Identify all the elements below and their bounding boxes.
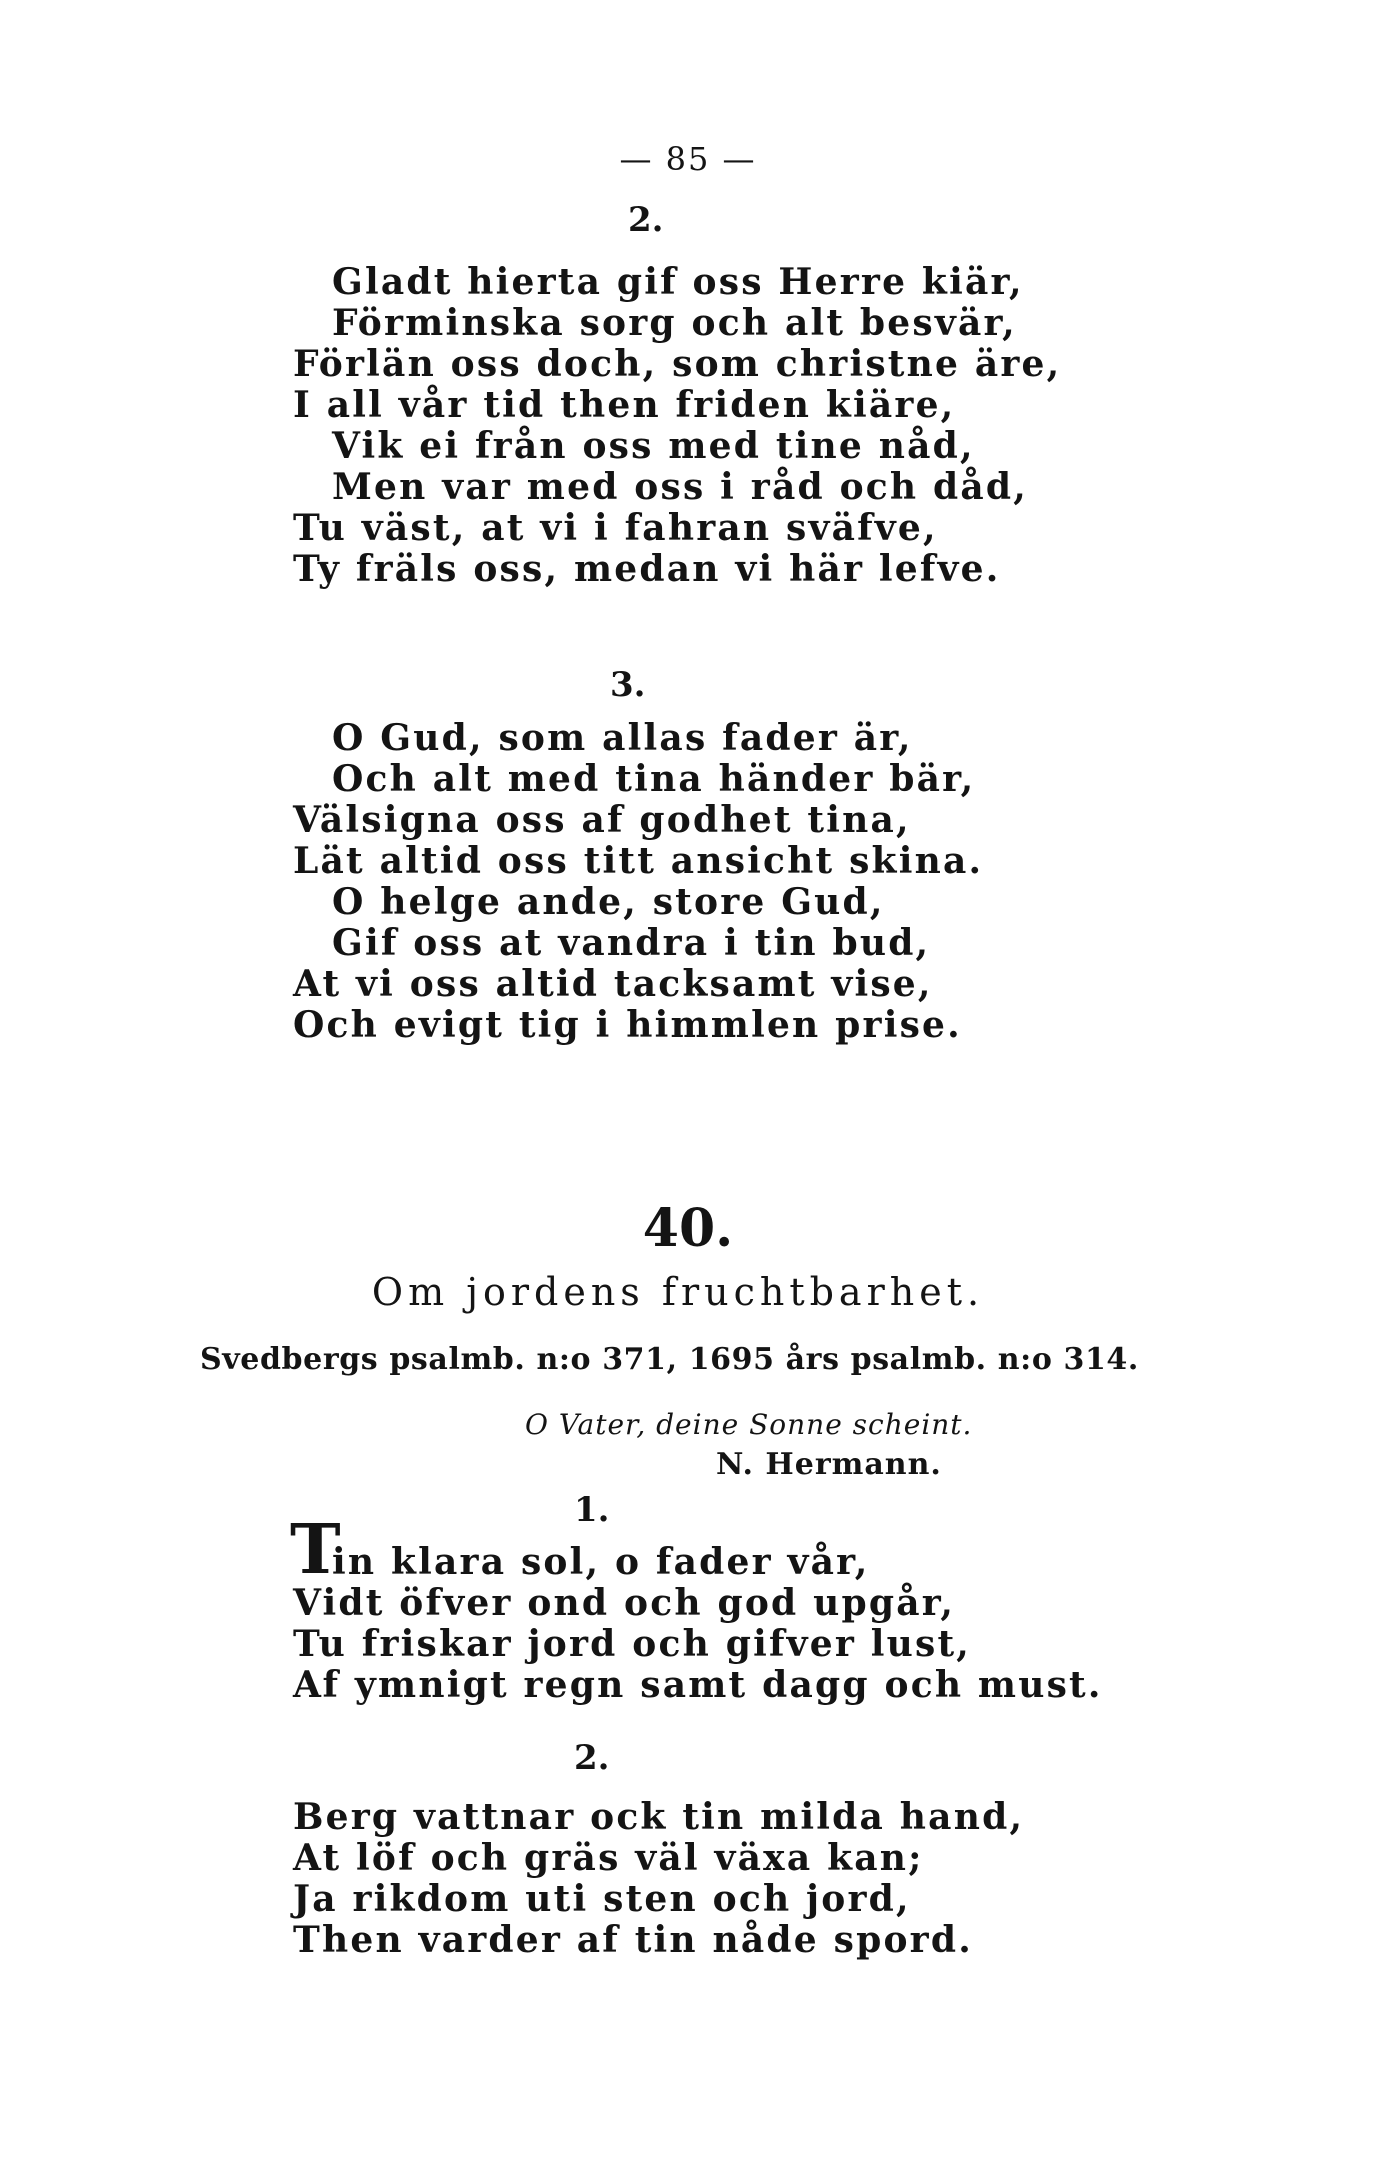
drop-cap: T xyxy=(290,1510,341,1590)
verse-line: Gladt hierta gif oss Herre kiär, xyxy=(332,261,1024,303)
verse-line: Ty fräls oss, medan vi här lefve. xyxy=(293,548,1001,590)
verse-line: Välsigna oss af godhet tina, xyxy=(293,799,911,841)
verse-line: Then varder af tin nåde spord. xyxy=(293,1919,973,1961)
hymn-source: Svedbergs psalmb. n:o 371, 1695 års psalmb. n:o 314. xyxy=(200,1342,1139,1377)
hymn-number: 40. xyxy=(642,1198,734,1259)
verse-line: Förminska sorg och alt besvär, xyxy=(332,302,1017,344)
verse-line: in klara sol, o fader vår, xyxy=(332,1541,870,1583)
verse-line: Tu friskar jord och gifver lust, xyxy=(293,1623,972,1665)
verse-line: Af ymnigt regn samt dagg och must. xyxy=(293,1664,1103,1706)
stanza-number: 2. xyxy=(574,1738,610,1778)
verse-line: Vik ei från oss med tine nåd, xyxy=(332,425,975,467)
verse-line: Ja rikdom uti sten och jord, xyxy=(293,1878,911,1920)
tune-reference: O Vater, deine Sonne scheint. xyxy=(525,1408,973,1441)
hymn-title: Om jordens fruchtbarhet. xyxy=(371,1270,985,1314)
stanza-number: 2. xyxy=(628,200,664,240)
verse-line: Men var med oss i råd och dåd, xyxy=(332,466,1029,508)
verse-line: Förlän oss doch, som christne äre, xyxy=(293,343,1062,385)
page-number: — 85 — xyxy=(619,140,757,178)
verse-line: Lät altid oss titt ansicht skina. xyxy=(293,840,984,882)
verse-line: I all vår tid then friden kiäre, xyxy=(293,384,956,426)
verse-line: At vi oss altid tacksamt vise, xyxy=(293,963,933,1005)
verse-line: Berg vattnar ock tin milda hand, xyxy=(293,1796,1025,1838)
verse-line: Vidt öfver ond och god upgår, xyxy=(293,1582,956,1624)
verse-line: Och alt med tina händer bär, xyxy=(332,758,976,800)
verse-line: Gif oss at vandra i tin bud, xyxy=(332,922,931,964)
stanza-number: 1. xyxy=(574,1490,610,1530)
verse-line: At löf och gräs väl växa kan; xyxy=(293,1837,924,1879)
stanza-number: 3. xyxy=(610,665,646,705)
tune-author: N. Hermann. xyxy=(716,1447,942,1482)
verse-line: O Gud, som allas fader är, xyxy=(332,717,913,759)
verse-line: Tu väst, at vi i fahran sväfve, xyxy=(293,507,938,549)
verse-line: O helge ande, store Gud, xyxy=(332,881,885,923)
verse-line: Och evigt tig i himmlen prise. xyxy=(293,1004,962,1046)
